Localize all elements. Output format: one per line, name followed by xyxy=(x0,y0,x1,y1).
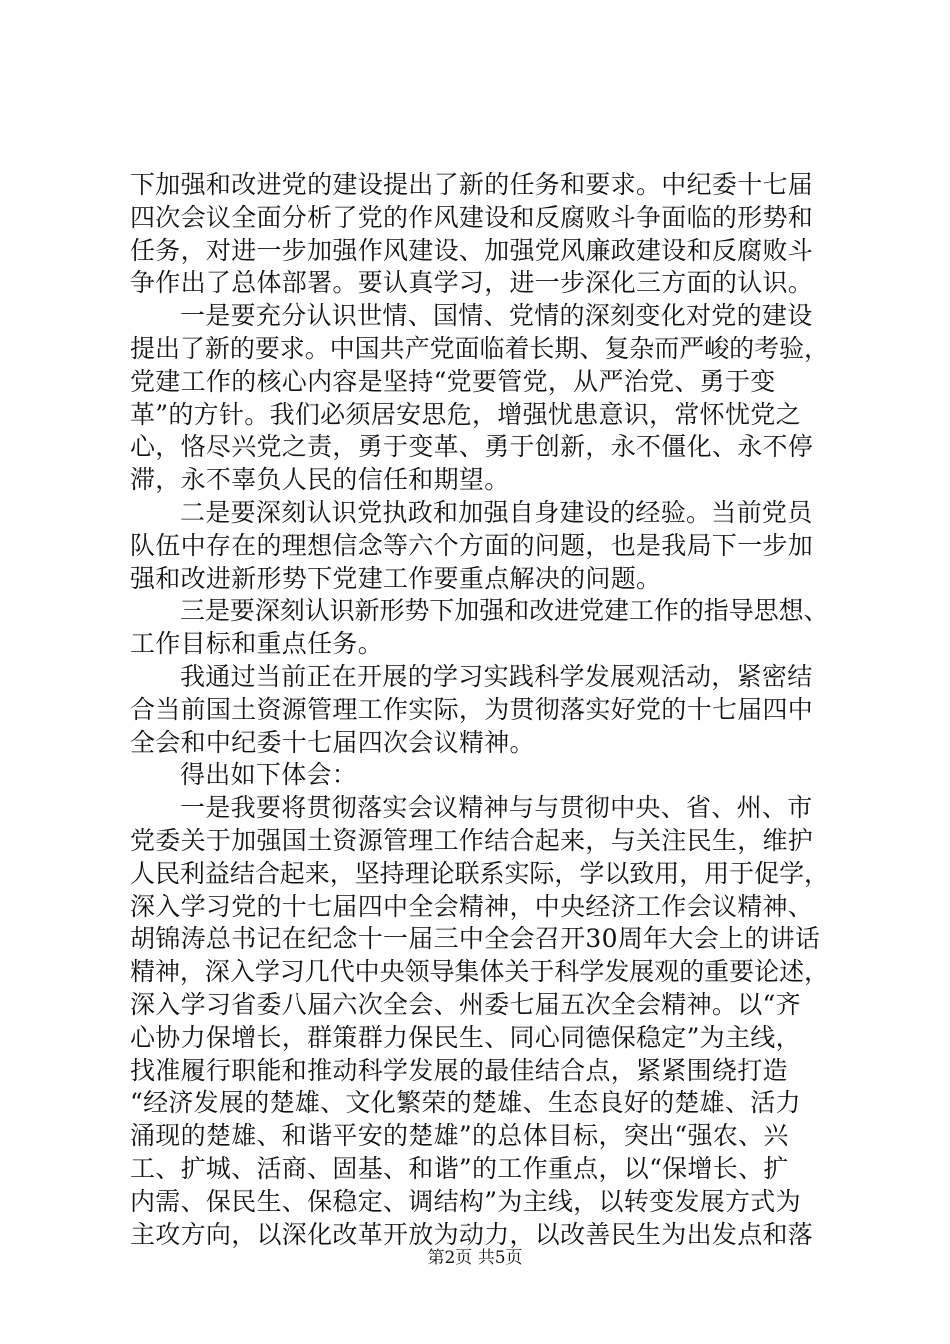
text-line: 党建工作的核心内容是坚持“党要管党，从严治党、勇于变 xyxy=(130,366,776,396)
text-line: 争作出了总体部署。要认真学习，进一步深化三方面的认识。 xyxy=(130,268,814,298)
text-line: 内需、保民生、保稳定、调结构”为主线，以转变发展方式为 xyxy=(130,1186,801,1216)
text-line: 主攻方向，以深化改革开放为动力，以改善民生为出发点和落 xyxy=(130,1219,814,1249)
page-footer: 第2页 共5页 xyxy=(427,1248,523,1268)
text-line: 任务，对进一步加强作风建设、加强党风廉政建设和反腐败斗 xyxy=(130,235,814,265)
text-line: 二是要深刻认识党执政和加强自身建设的经验。当前党员 xyxy=(180,497,813,527)
text-line: 队伍中存在的理想信念等六个方面的问题，也是我局下一步加 xyxy=(130,530,814,560)
text-line: 精神，深入学习几代中央领导集体关于科学发展观的重要论述， xyxy=(130,957,830,987)
text-line: 工作目标和重点任务。 xyxy=(130,629,384,659)
text-line: 四次会议全面分析了党的作风建设和反腐败斗争面临的形势和 xyxy=(130,202,814,232)
text-line: 得出如下体会： xyxy=(180,760,358,790)
text-line: 胡锦涛总书记在纪念十一届三中全会召开30周年大会上的讲话 xyxy=(130,924,821,954)
text-line: 强和改进新形势下党建工作要重点解决的问题。 xyxy=(130,563,662,593)
text-line: 深入学习省委八届六次全会、州委七届五次全会精神。以“齐 xyxy=(130,989,801,1019)
text-line: 涌现的楚雄、和谐平安的楚雄”的总体目标，突出“强农、兴 xyxy=(130,1121,789,1151)
text-line: 心，恪尽兴党之责，勇于变革、勇于创新，永不僵化、永不停 xyxy=(130,432,814,462)
text-line: 人民利益结合起来，坚持理论联系实际，学以致用，用于促学， xyxy=(130,858,830,888)
text-line: 工、扩城、活商、固基、和谐”的工作重点，以“保增长、扩 xyxy=(130,1153,789,1183)
text-line: 党委关于加强国土资源管理工作结合起来，与关注民生，维护 xyxy=(130,825,814,855)
text-line: 合当前国土资源管理工作实际，为贯彻落实好党的十七届四中 xyxy=(130,694,814,724)
text-line: 三是要深刻认识新形势下加强和改进党建工作的指导思想、 xyxy=(180,596,829,626)
text-line: 一是要充分认识世情、国情、党情的深刻变化对党的建设 xyxy=(180,301,813,331)
text-line: 一是我要将贯彻落实会议精神与与贯彻中央、省、州、市 xyxy=(180,793,813,823)
text-line: 滞，永不辜负人民的信任和期望。 xyxy=(130,465,510,495)
text-line: 革”的方针。我们必须居安思危，增强忧患意识，常怀忧党之 xyxy=(130,399,801,429)
text-line: 找准履行职能和推动科学发展的最佳结合点，紧紧围绕打造 xyxy=(130,1055,788,1085)
text-line: 下加强和改进党的建设提出了新的任务和要求。中纪委十七届 xyxy=(130,170,814,199)
document-body xyxy=(130,169,830,1251)
text-line: 全会和中纪委十七届四次会议精神。 xyxy=(130,727,535,757)
text-line: 我通过当前正在开展的学习实践科学发展观活动，紧密结 xyxy=(180,661,813,691)
text-line: 心协力保增长，群策群力保民生、同心同德保稳定”为主线， xyxy=(130,1022,801,1052)
text-line: “经济发展的楚雄、文化繁荣的楚雄、生态良好的楚雄、活力 xyxy=(130,1088,801,1118)
text-line: 提出了新的要求。中国共产党面临着长期、复杂而严峻的考验， xyxy=(130,333,830,363)
text-line: 深入学习党的十七届四中全会精神，中央经济工作会议精神、 xyxy=(130,891,814,921)
